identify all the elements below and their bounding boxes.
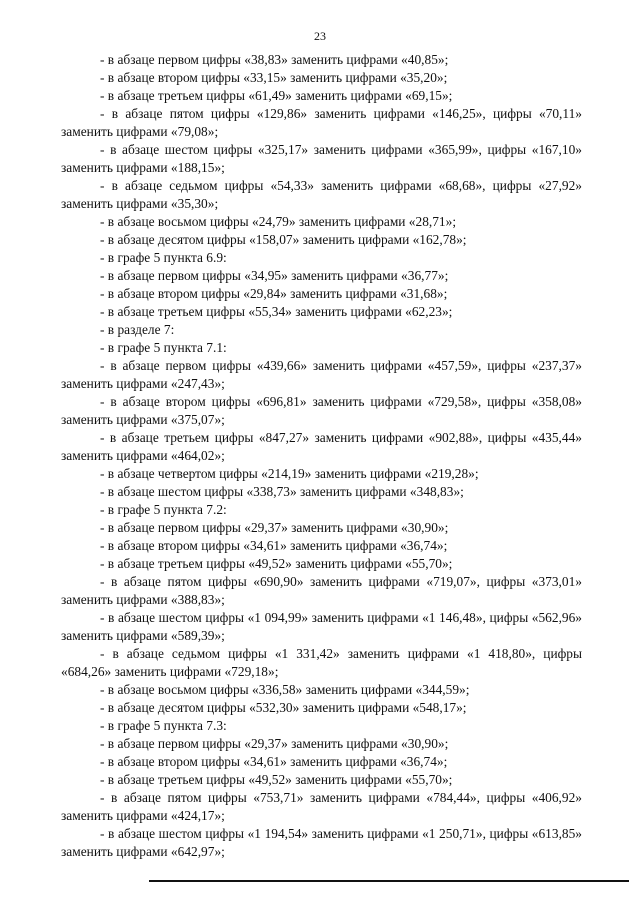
amendment-paragraph: - в абзаце третьем цифры «847,27» заменить цифрами «902,88», цифры «435,44» заменить цифрами «464,02»;: [61, 430, 582, 463]
amendment-paragraph: - в абзаце пятом цифры «690,90» заменить цифрами «719,07», цифры «373,01» заменить цифрами «388,83»;: [61, 574, 582, 607]
amendment-paragraph: - в абзаце седьмом цифры «1 331,42» заменить цифрами «1 418,80», цифры «684,26» заменить цифрами «729,18»;: [61, 646, 582, 679]
amendment-paragraph: - в абзаце десятом цифры «158,07» заменить цифрами «162,78»;: [100, 232, 467, 247]
amendment-paragraph: - в абзаце третьем цифры «49,52» заменить цифрами «55,70»;: [100, 556, 453, 571]
amendment-paragraph: - в абзаце первом цифры «439,66» заменить цифрами «457,59», цифры «237,37» заменить цифрами «247,43»;: [61, 358, 582, 391]
amendment-paragraph: - в абзаце первом цифры «34,95» заменить цифрами «36,77»;: [100, 268, 449, 283]
section-heading: - в графе 5 пункта 7.3:: [100, 718, 227, 733]
amendment-paragraph: - в абзаце шестом цифры «1 194,54» заменить цифрами «1 250,71», цифры «613,85» заменить цифрами «642,97»;: [61, 826, 582, 859]
amendment-paragraph: - в абзаце восьмом цифры «336,58» заменить цифрами «344,59»;: [100, 682, 470, 697]
page-number: 23: [314, 29, 326, 43]
amendment-paragraph: - в абзаце третьем цифры «49,52» заменить цифрами «55,70»;: [100, 772, 453, 787]
amendment-paragraph: - в абзаце третьем цифры «55,34» заменить цифрами «62,23»;: [100, 304, 453, 319]
amendment-paragraph: - в абзаце втором цифры «34,61» заменить цифрами «36,74»;: [100, 754, 448, 769]
amendment-paragraph: - в абзаце шестом цифры «325,17» заменить цифрами «365,99», цифры «167,10» заменить цифрами «188,15»;: [61, 142, 582, 175]
amendment-paragraph: - в абзаце первом цифры «38,83» заменить цифрами «40,85»;: [100, 52, 449, 67]
amendment-paragraph: - в абзаце шестом цифры «1 094,99» заменить цифрами «1 146,48», цифры «562,96» заменить цифрами «589,39»;: [61, 610, 582, 643]
amendment-paragraph: - в абзаце пятом цифры «129,86» заменить цифрами «146,25», цифры «70,11» заменить цифрами «79,08»;: [61, 106, 582, 139]
amendment-paragraph: - в абзаце восьмом цифры «24,79» заменить цифрами «28,71»;: [100, 214, 457, 229]
document-body: [61, 51, 582, 861]
section-heading: - в разделе 7:: [100, 322, 175, 337]
amendment-paragraph: - в абзаце первом цифры «29,37» заменить цифрами «30,90»;: [100, 736, 449, 751]
amendment-paragraph: - в абзаце пятом цифры «753,71» заменить цифрами «784,44», цифры «406,92» заменить цифрами «424,17»;: [61, 790, 582, 823]
amendment-paragraph: - в абзаце четвертом цифры «214,19» заменить цифрами «219,28»;: [100, 466, 479, 481]
section-heading: - в графе 5 пункта 7.1:: [100, 340, 227, 355]
amendment-paragraph: - в абзаце втором цифры «33,15» заменить цифрами «35,20»;: [100, 70, 448, 85]
amendment-paragraph: - в абзаце седьмом цифры «54,33» заменить цифрами «68,68», цифры «27,92» заменить цифрами «35,30»;: [61, 178, 582, 211]
amendment-paragraph: - в абзаце третьем цифры «61,49» заменить цифрами «69,15»;: [100, 88, 453, 103]
amendment-paragraph: - в абзаце втором цифры «34,61» заменить цифрами «36,74»;: [100, 538, 448, 553]
footer-divider: [149, 880, 629, 882]
section-heading: - в графе 5 пункта 6.9:: [100, 250, 227, 265]
amendment-paragraph: - в абзаце десятом цифры «532,30» заменить цифрами «548,17»;: [100, 700, 467, 715]
amendment-paragraph: - в абзаце втором цифры «696,81» заменить цифрами «729,58», цифры «358,08» заменить цифрами «375,07»;: [61, 394, 582, 427]
section-heading: - в графе 5 пункта 7.2:: [100, 502, 227, 517]
amendment-paragraph: - в абзаце первом цифры «29,37» заменить цифрами «30,90»;: [100, 520, 449, 535]
amendment-paragraph: - в абзаце втором цифры «29,84» заменить цифрами «31,68»;: [100, 286, 448, 301]
amendment-paragraph: - в абзаце шестом цифры «338,73» заменить цифрами «348,83»;: [100, 484, 464, 499]
